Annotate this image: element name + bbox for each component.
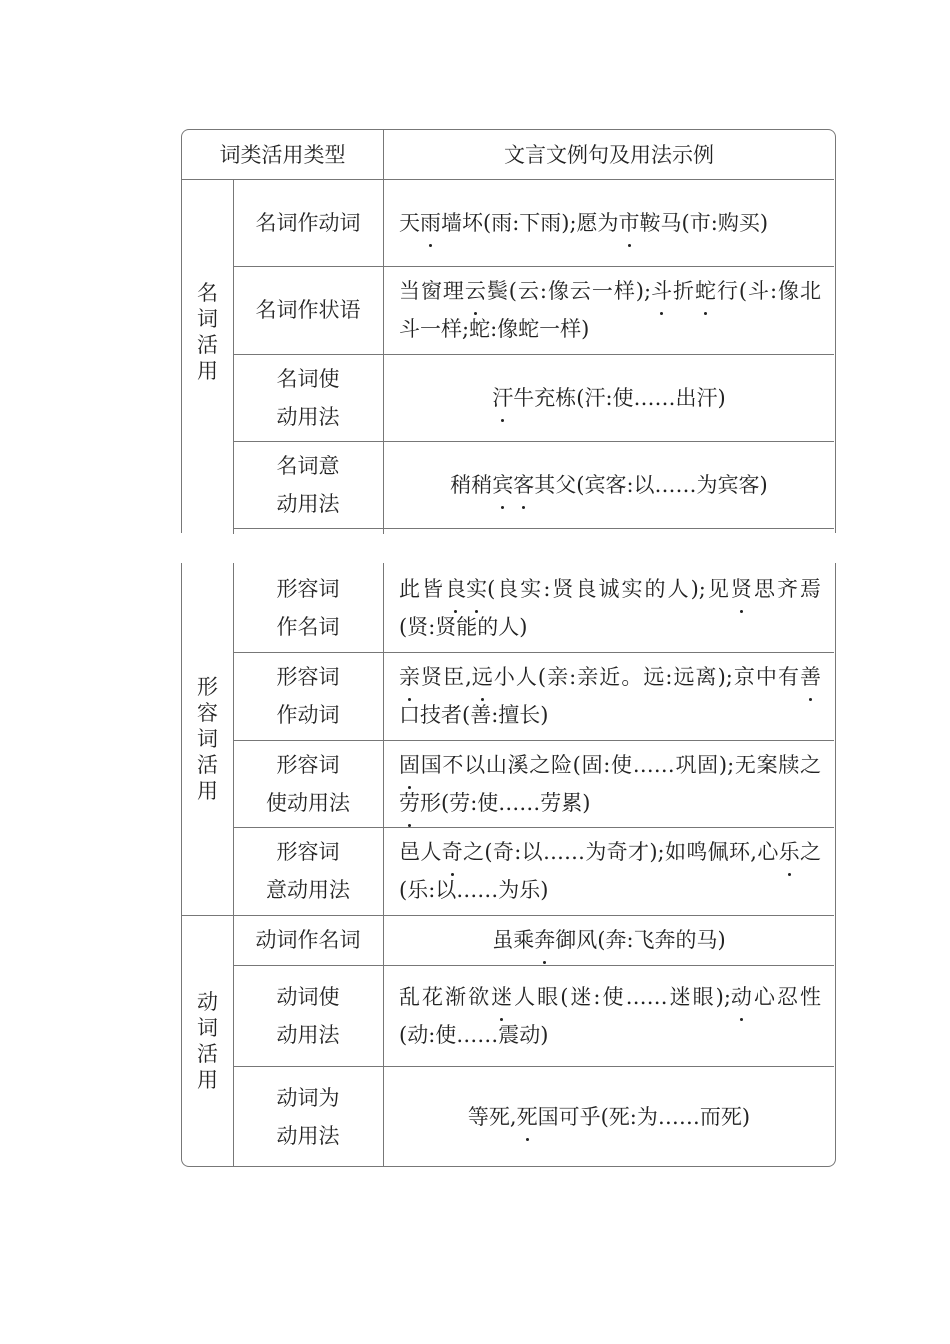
example-noun-causative: 汗牛充栋(汗:使……出汗)	[383, 354, 835, 441]
type-noun-putative: 名词意 动用法	[276, 453, 340, 516]
example-noun-putative: 稍稍宾客其父(宾客:以……为宾客)	[383, 441, 835, 528]
type-adj-as-verb: 形容词 作动词	[276, 665, 340, 727]
example-verb-for-purpose: 等死,死国可乎(死:为……而死)	[383, 1066, 835, 1167]
group-verb-label: 动 词 活 用	[197, 990, 218, 1092]
example-adj-as-noun: 此皆良实(良实:贤良诚实的人);见贤思齐焉(贤:贤能的人)	[383, 563, 835, 652]
type-verb-as-noun: 动词作名词	[255, 928, 361, 952]
type-adj-as-noun: 形容词 作名词	[276, 576, 340, 639]
group-adj-label: 形 容 词 活 用	[197, 675, 218, 803]
header-type: 词类活用类型	[219, 142, 346, 167]
example-noun-as-verb: 天雨墙坏(雨:下雨);愿为市鞍马(市:购买)	[383, 179, 835, 266]
example-adj-as-verb: 亲贤臣,远小人(亲:亲近。远:远离);京中有善口技者(善:擅长)	[383, 652, 835, 740]
group-noun-label: 名 词 活 用	[197, 280, 218, 383]
type-noun-as-adverbial: 名词作状语	[255, 298, 361, 322]
example-adj-causative: 固国不以山溪之险(固:使……巩固);无案牍之劳形(劳:使……劳累)	[383, 740, 835, 827]
example-verb-causative: 乱花渐欲迷人眼(迷:使……迷眼);动心忍性(动:使……震动)	[383, 965, 835, 1066]
usage-table-part-2	[181, 563, 836, 1167]
type-noun-as-verb: 名词作动词	[255, 210, 361, 235]
type-verb-for-purpose: 动词为 动用法	[276, 1085, 340, 1148]
example-noun-as-adverbial: 当窗理云鬓(云:像云一样);斗折蛇行(斗:像北斗一样;蛇:像蛇一样)	[383, 266, 835, 354]
example-verb-as-noun: 虽乘奔御风(奔:飞奔的马)	[383, 915, 835, 965]
example-adj-putative: 邑人奇之(奇:以……为奇才);如鸣佩环,心乐之(乐:以……为乐)	[383, 827, 835, 915]
type-noun-causative: 名词使 动用法	[276, 366, 340, 429]
type-verb-causative: 动词使 动用法	[276, 984, 340, 1047]
usage-table-part-1	[181, 129, 836, 533]
type-adj-putative: 形容词 意动用法	[266, 840, 350, 902]
type-adj-causative: 形容词 使动用法	[266, 752, 350, 815]
header-example: 文言文例句及用法示例	[504, 142, 714, 167]
